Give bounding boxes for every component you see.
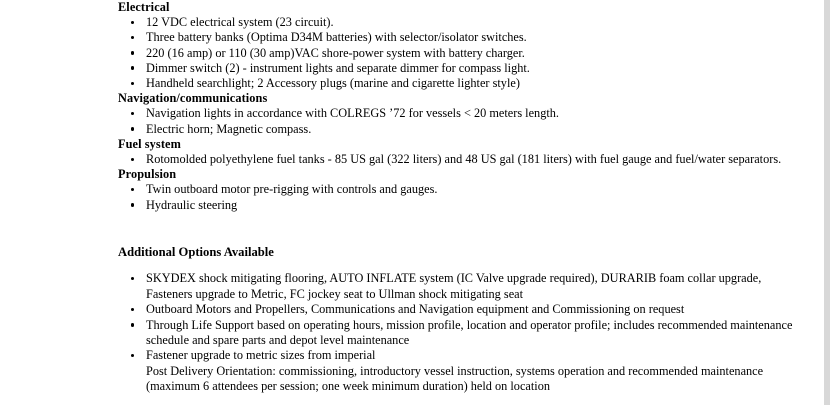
bullet-icon [131,21,134,24]
list-item-text: Twin outboard motor pre-rigging with controls and gauges. [146,182,438,197]
section-list-fuel-system [118,152,808,167]
section-list-propulsion [118,182,808,212]
list-item-text: Outboard Motors and Propellers, Communications and Navigation equipment and Commissioning on request [146,302,685,317]
list-item [118,61,808,76]
section-heading-electrical: Electrical [118,0,170,14]
list-item-text-continued: Post Delivery Orientation: commissioning, introductory vessel instruction, systems operation and recommended maintenance [146,363,764,378]
list-item [118,271,808,302]
bullet-icon [131,308,134,311]
list-item-text: Navigation lights in accordance with COLREGS ’72 for vessels < 20 meters length. [146,106,559,121]
list-item [118,76,808,91]
list-item [118,198,808,213]
bullet-icon [131,112,134,115]
page-left-edge [0,0,3,410]
section-spacer [118,213,808,245]
section-heading-fuel-system: Fuel system [118,136,181,151]
list-item [118,106,808,121]
section-list-navigation-communications [118,106,808,136]
list-item [118,46,808,61]
bullet-icon [131,188,134,191]
list-item-text: Electric horn; Magnetic compass. [146,121,312,136]
section-list-electrical [118,15,808,91]
page-right-edge [824,0,830,410]
list-item-text: Dimmer switch (2) - instrument lights and separate dimmer for compass light. [146,60,530,75]
list-item [118,318,808,349]
list-item [118,348,808,394]
bullet-icon [131,127,134,130]
page-bottom-edge [0,405,830,410]
section-heading-navigation-communications: Navigation/communications [118,91,268,106]
bullet-icon [131,66,134,69]
list-item [118,30,808,45]
list-item-text: Through Life Support based on operating hours, mission profile, location and operator profile; includes recommended maintenance [146,317,793,332]
options-spacer [118,260,808,271]
list-item-text: Three battery banks (Optima D34M batteries) with selector/isolator switches. [146,30,527,45]
list-item-text: SKYDEX shock mitigating flooring, AUTO INFLATE system (IC Valve upgrade required), DURARIB foam collar upgrade, [146,271,762,286]
list-item [118,152,808,167]
options-heading: Additional Options Available [118,244,274,259]
options-list [118,271,808,394]
list-item-text: Rotomolded polyethylene fuel tanks - 85 US gal (322 liters) and 48 US gal (181 liters) with fuel gauge and fuel/water separators. [146,152,782,167]
list-item-text: 12 VDC electrical system (23 circuit). [146,15,334,30]
bullet-icon [131,354,134,357]
list-item-text-continued: Fasteners upgrade to Metric, FC jockey seat to Ullman shock mitigating seat [146,286,524,301]
bullet-icon [131,158,134,161]
list-item-text: 220 (16 amp) or 110 (30 amp)VAC shore-power system with battery charger. [146,45,525,60]
list-item-text: Hydraulic steering [146,197,238,212]
list-item [118,15,808,30]
list-item-text: Handheld searchlight; 2 Accessory plugs (marine and cigarette lighter style) [146,76,520,91]
bullet-icon [131,323,134,326]
section-heading-propulsion: Propulsion [118,167,177,182]
list-item [118,122,808,137]
bullet-icon [131,51,134,54]
list-item [118,302,808,317]
bullet-icon [131,36,134,39]
list-item-text: Fastener upgrade to metric sizes from imperial [146,348,376,363]
list-item-text-continued: schedule and spare parts and depot level maintenance [146,333,410,348]
bullet-icon [131,277,134,280]
bullet-icon [131,82,134,85]
bullet-icon [131,203,134,206]
list-item-text-continued-2: (maximum 6 attendees per session; one week minimum duration) held on location [146,379,550,394]
list-item [118,182,808,197]
